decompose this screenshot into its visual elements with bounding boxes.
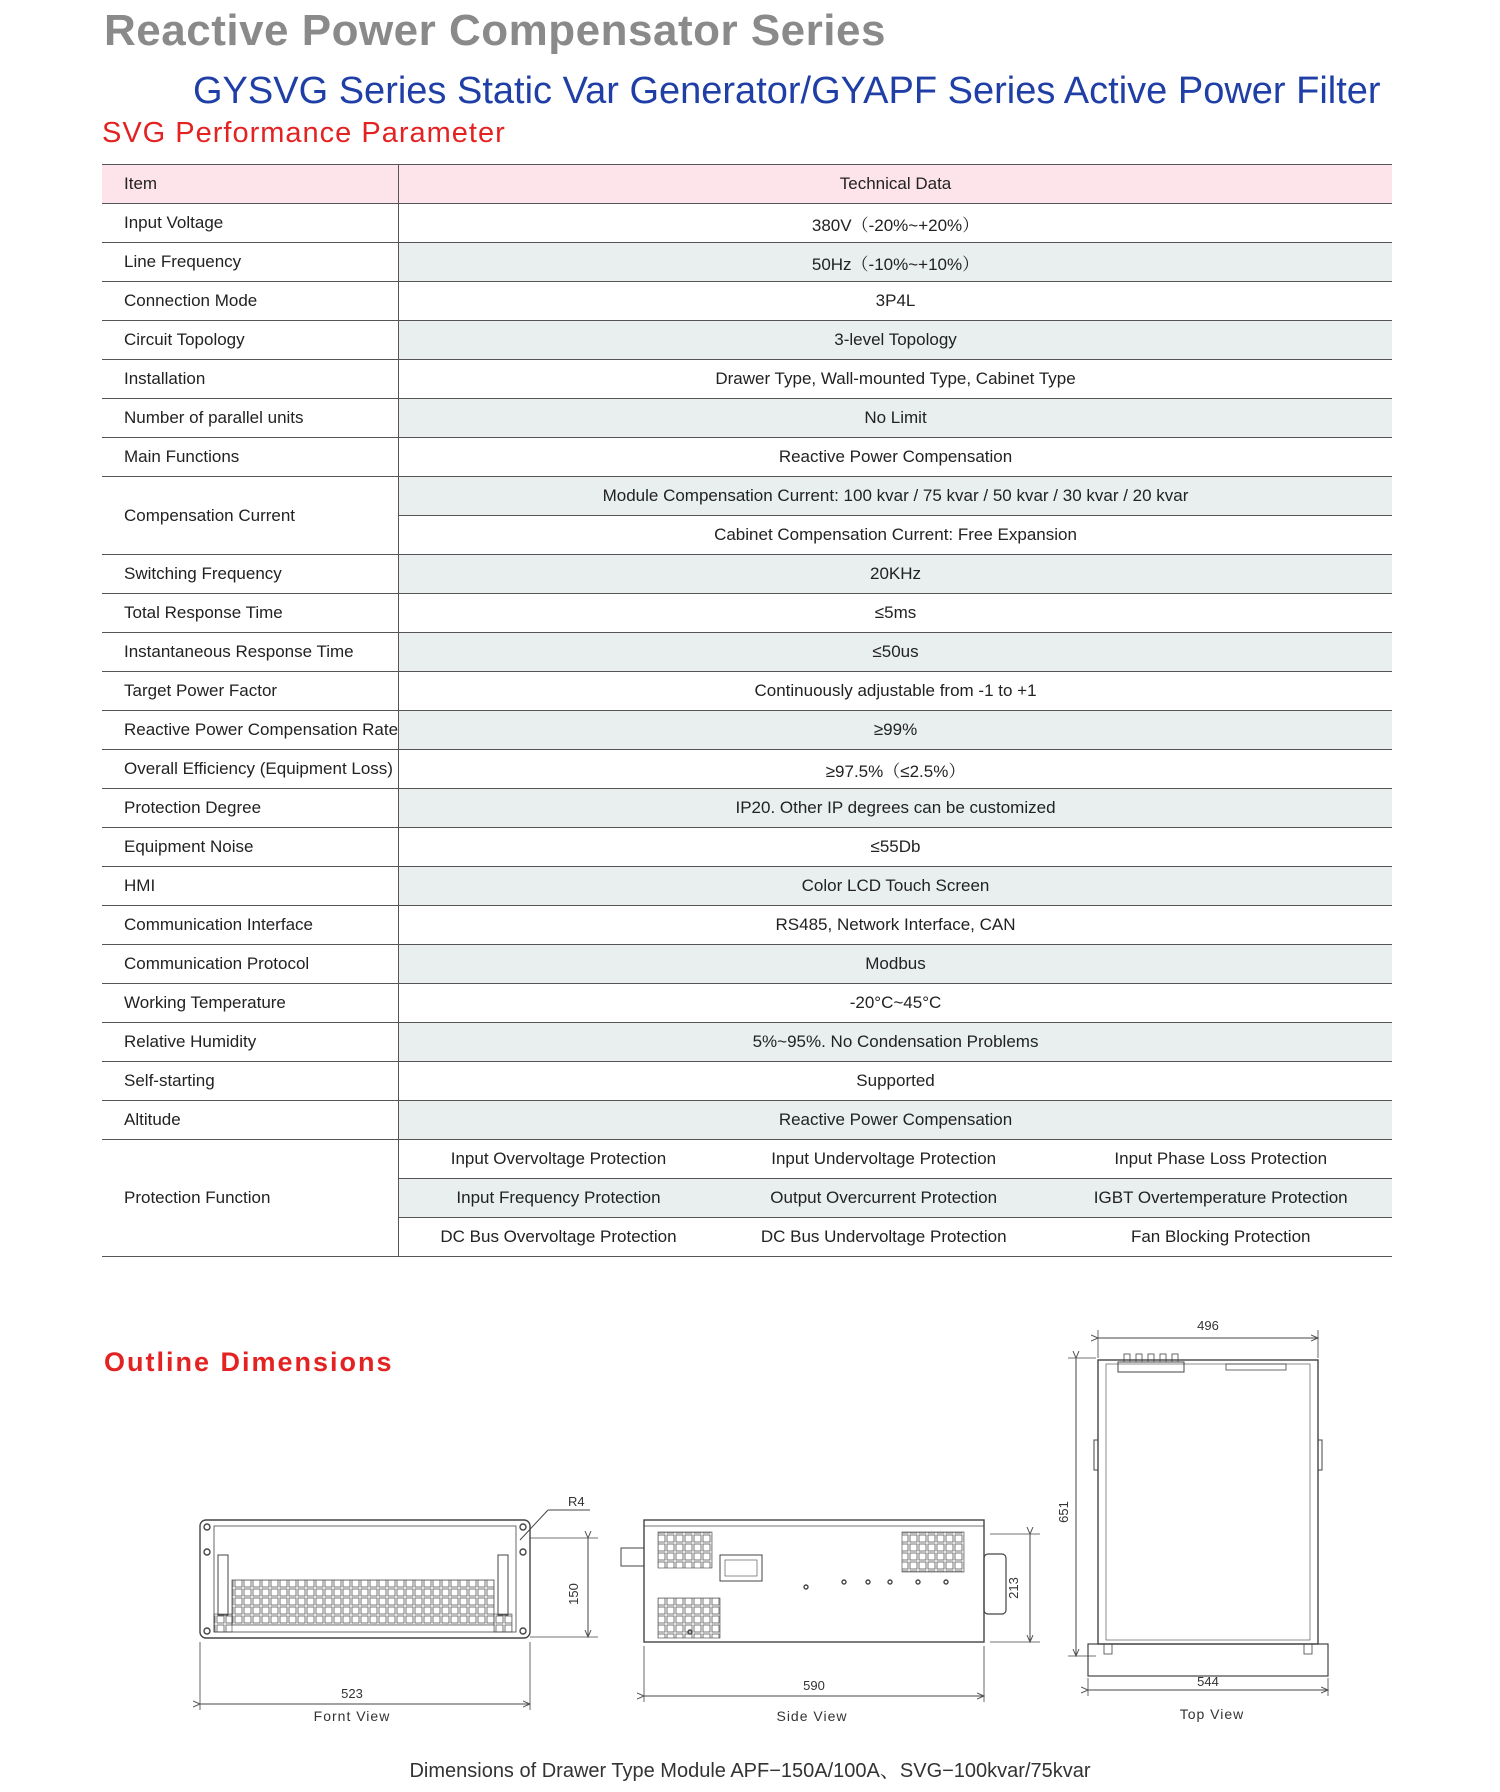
table-row [102,711,1392,750]
row-item: HMI [102,867,399,906]
table-row [102,438,1392,477]
row-data: 3-level Topology [399,321,1392,360]
protection-cell: Output Overcurrent Protection [718,1179,1050,1218]
row-item: Instantaneous Response Time [102,633,399,672]
row-data: RS485, Network Interface, CAN [399,906,1392,945]
row-item: Communication Interface [102,906,399,945]
row-item-compensation: Compensation Current [102,477,399,555]
side-view [621,1520,1040,1702]
row-item: Input Voltage [102,204,399,243]
outline-title: Outline Dimensions [104,1347,394,1377]
table-row [102,555,1392,594]
table-row [102,867,1392,906]
row-data: Modbus [399,945,1392,984]
protection-cell: Input Frequency Protection [399,1179,718,1218]
front-view [200,1510,598,1710]
top-view-label: Top View [1179,1706,1245,1722]
table-row [102,633,1392,672]
table-row [102,750,1392,789]
row-data: 380V（-20%~+20%） [399,204,1392,243]
row-item: Installation [102,360,399,399]
protection-cell: Input Phase Loss Protection [1049,1140,1392,1179]
front-view-label: Fornt View [313,1708,391,1724]
table-row [102,828,1392,867]
section-title: SVG Performance Parameter [102,117,506,149]
row-item: Circuit Topology [102,321,399,360]
row-item: Protection Degree [102,789,399,828]
col-item-header: Item [102,165,399,204]
row-item: Overall Efficiency (Equipment Loss) [102,750,399,789]
protection-cell: Input Overvoltage Protection [399,1140,718,1179]
row-item: Working Temperature [102,984,399,1023]
row-data: ≥99% [399,711,1392,750]
protection-cell: DC Bus Overvoltage Protection [399,1218,718,1257]
front-vent-grille [232,1580,494,1625]
row-data: 3P4L [399,282,1392,321]
dimensions-caption: Dimensions of Drawer Type Module APF−150A/100A、SVG−100kvar/75kvar [409,1760,1091,1782]
table-row [102,477,1392,516]
protection-cell: IGBT Overtemperature Protection [1049,1179,1392,1218]
table-row [102,321,1392,360]
row-data: Reactive Power Compensation [399,438,1392,477]
row-item: Target Power Factor [102,672,399,711]
row-data: ≤55Db [399,828,1392,867]
front-radius-label: R4 [568,1494,585,1509]
table-row [102,789,1392,828]
table-row [102,1101,1392,1140]
table-row [102,282,1392,321]
row-data: No Limit [399,399,1392,438]
row-item: Switching Frequency [102,555,399,594]
table-row [102,399,1392,438]
side-width-label: 590 [803,1678,825,1693]
spec-table [102,164,1392,1257]
row-data: ≤50us [399,633,1392,672]
protection-cell: DC Bus Undervoltage Protection [718,1218,1050,1257]
series-title: Reactive Power Compensator Series [104,6,886,55]
table-header-row [102,165,1392,204]
side-height-label: 213 [1006,1577,1021,1599]
row-item: Relative Humidity [102,1023,399,1062]
table-row [102,204,1392,243]
side-view-label: Side View [776,1708,848,1724]
sub-title: GYSVG Series Static Var Generator/GYAPF Series Active Power Filter [193,70,1381,112]
row-data: IP20. Other IP degrees can be customized [399,789,1392,828]
row-data: Drawer Type, Wall-mounted Type, Cabinet Type [399,360,1392,399]
front-width-label: 523 [341,1686,363,1701]
row-item: Self-starting [102,1062,399,1101]
row-item: Equipment Noise [102,828,399,867]
row-data: Color LCD Touch Screen [399,867,1392,906]
row-data: -20°C~45°C [399,984,1392,1023]
table-row [102,984,1392,1023]
row-data: 5%~95%. No Condensation Problems [399,1023,1392,1062]
table-row [102,360,1392,399]
row-item-protection: Protection Function [102,1140,399,1257]
row-item: Communication Protocol [102,945,399,984]
row-item: Altitude [102,1101,399,1140]
top-width-top-label: 496 [1197,1318,1219,1333]
row-data: 50Hz（-10%~+10%） [399,243,1392,282]
row-data: ≤5ms [399,594,1392,633]
row-item: Line Frequency [102,243,399,282]
table-row [102,672,1392,711]
front-height-label: 150 [566,1583,581,1605]
row-data: Reactive Power Compensation [399,1101,1392,1140]
table-row [102,1140,1392,1179]
row-item: Reactive Power Compensation Rate [102,711,399,750]
row-item: Total Response Time [102,594,399,633]
table-row [102,594,1392,633]
table-row [102,1062,1392,1101]
row-item: Number of parallel units [102,399,399,438]
row-data: ≥97.5%（≤2.5%） [399,750,1392,789]
col-data-header: Technical Data [399,165,1392,204]
row-data: Supported [399,1062,1392,1101]
row-item: Main Functions [102,438,399,477]
row-data-cabinet: Cabinet Compensation Current: Free Expansion [399,516,1392,555]
protection-cell: Input Undervoltage Protection [718,1140,1050,1179]
row-data: 20KHz [399,555,1392,594]
table-row [102,243,1392,282]
row-data-module: Module Compensation Current: 100 kvar / 75 kvar / 50 kvar / 30 kvar / 20 kvar [399,477,1392,516]
top-view [1068,1330,1328,1696]
row-item: Connection Mode [102,282,399,321]
table-row [102,906,1392,945]
protection-cell: Fan Blocking Protection [1049,1218,1392,1257]
top-width-bottom-label: 544 [1197,1674,1219,1689]
top-body [1098,1360,1318,1644]
table-row [102,1023,1392,1062]
table-row [102,945,1392,984]
row-data: Continuously adjustable from -1 to +1 [399,672,1392,711]
top-depth-label: 651 [1056,1501,1071,1523]
outline-drawings [0,1300,1500,1740]
